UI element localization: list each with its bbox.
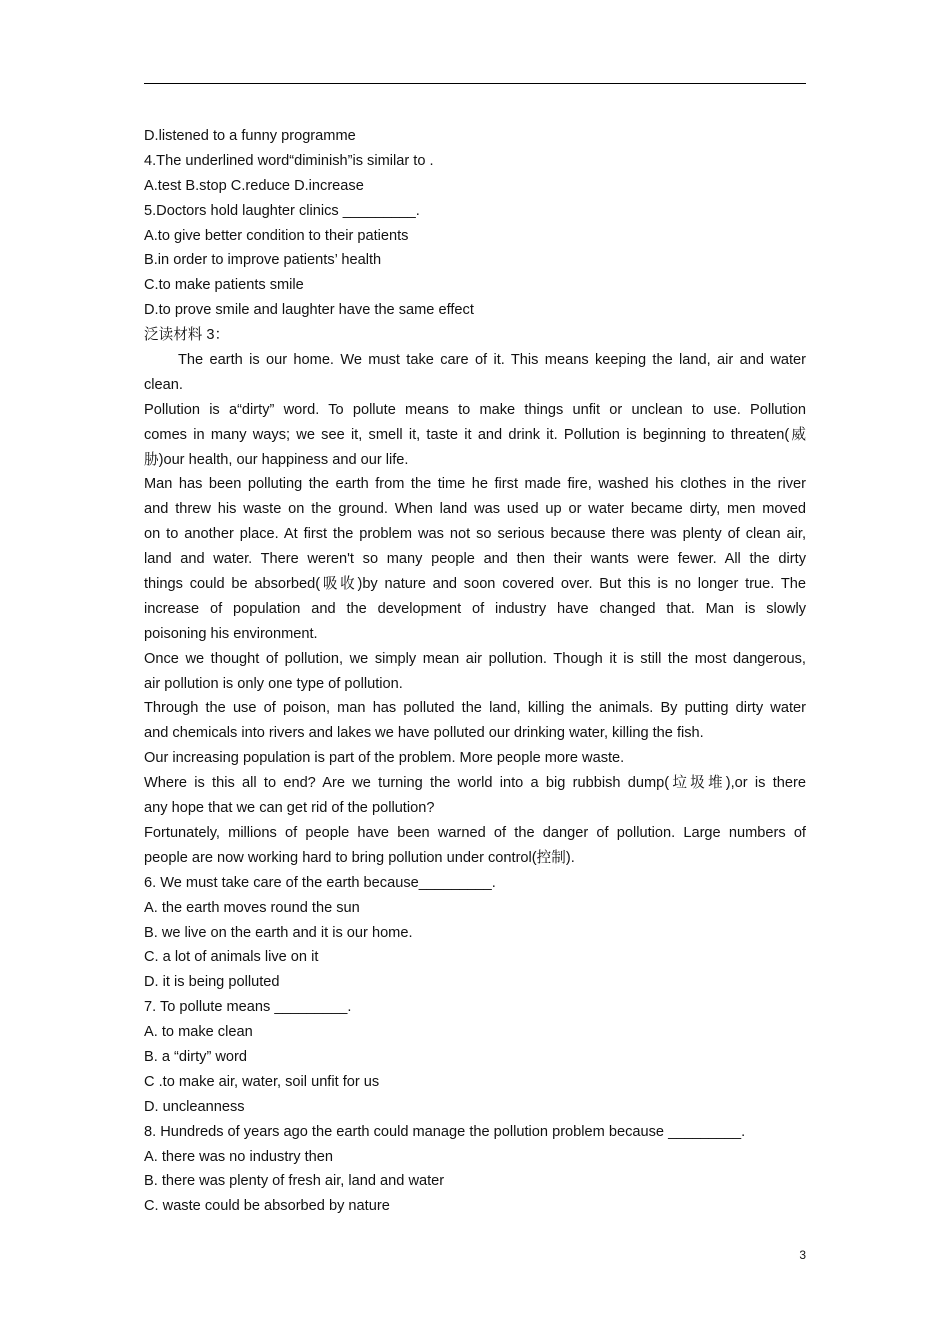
- text-line: 5.Doctors hold laughter clinics _________.: [144, 202, 420, 219]
- text-line: Fortunately, millions of people have been warned of the danger of pollution. Large numbers of: [144, 824, 806, 841]
- text-line: 6. We must take care of the earth because_________.: [144, 874, 496, 891]
- text-line: Man has been polluting the earth from the time he first made fire, washed his clothes in the river: [144, 476, 806, 493]
- text-line: on to another place. At first the problem was not so serious because there was plenty of clean air,: [144, 526, 806, 543]
- text-line: A. the earth moves round the sun: [144, 899, 360, 916]
- text-line: A. to make clean: [144, 1024, 253, 1041]
- text-line: 胁)our health, our happiness and our life.: [144, 451, 409, 468]
- text-line: B. we live on the earth and it is our home.: [144, 924, 413, 941]
- text-line: Once we thought of pollution, we simply mean air pollution. Though it is still the most dangerous,: [144, 650, 806, 667]
- text-line: any hope that we can get rid of the pollution?: [144, 800, 435, 817]
- page-number: 3: [799, 1248, 806, 1262]
- text-line: 4.The underlined word“diminish”is similar to .: [144, 152, 434, 169]
- text-line: Through the use of poison, man has polluted the land, killing the animals. By putting dirty water: [144, 700, 806, 717]
- text-line: A. there was no industry then: [144, 1148, 334, 1165]
- text-line: increase of population and the development of industry have changed that. Man is slowly: [144, 600, 806, 617]
- text-line: C.to make patients smile: [144, 277, 304, 294]
- text-line: D. uncleanness: [144, 1098, 245, 1115]
- text-line: comes in many ways; we see it, smell it, taste it and drink it. Pollution is beginning to threaten(威: [144, 426, 806, 443]
- text-line: C. a lot of animals live on it: [144, 949, 319, 966]
- text-line: clean.: [144, 376, 183, 393]
- text-line: A.test B.stop C.reduce D.increase: [144, 177, 364, 194]
- text-line: people are now working hard to bring pollution under control(控制).: [144, 849, 575, 866]
- text-line: poisoning his environment.: [144, 625, 318, 642]
- text-line: C .to make air, water, soil unfit for us: [144, 1073, 380, 1090]
- text-line: B. a “dirty” word: [144, 1048, 247, 1065]
- text-line: D. it is being polluted: [144, 974, 280, 991]
- text-line: B.in order to improve patients’ health: [144, 252, 382, 269]
- text-line: C. waste could be absorbed by nature: [144, 1198, 390, 1215]
- text-line: The earth is our home. We must take care of it. This means keeping the land, air and water: [178, 352, 806, 369]
- text-line: things could be absorbed(吸收)by nature and soon covered over. But this is no longer true. The: [144, 576, 806, 593]
- header-rule: [144, 83, 806, 84]
- text-line: land and water. There weren't so many people and then their wants were fewer. All the dirty: [144, 551, 806, 568]
- text-line: 泛读材料 3：: [144, 327, 230, 344]
- text-line: A.to give better condition to their patients: [144, 227, 409, 244]
- text-line: 8. Hundreds of years ago the earth could manage the pollution problem because _________.: [144, 1123, 746, 1140]
- text-line: air pollution is only one type of pollution.: [144, 675, 403, 692]
- text-line: Our increasing population is part of the problem. More people more waste.: [144, 750, 625, 767]
- text-line: Pollution is a“dirty” word. To pollute means to make things unfit or unclean to use. Pollution: [144, 401, 806, 418]
- text-line: 7. To pollute means _________.: [144, 999, 352, 1016]
- text-line: and threw his waste on the ground. When land was used up or water became dirty, men moved: [144, 501, 806, 518]
- text-line: Where is this all to end? Are we turning the world into a big rubbish dump(垃圾堆),or is there: [144, 775, 806, 792]
- document-body: [144, 124, 806, 1219]
- text-line: D.to prove smile and laughter have the same effect: [144, 302, 474, 319]
- text-line: D.listened to a funny programme: [144, 128, 356, 144]
- text-line: B. there was plenty of fresh air, land and water: [144, 1173, 445, 1190]
- text-line: and chemicals into rivers and lakes we have polluted our drinking water, killing the fish.: [144, 725, 704, 742]
